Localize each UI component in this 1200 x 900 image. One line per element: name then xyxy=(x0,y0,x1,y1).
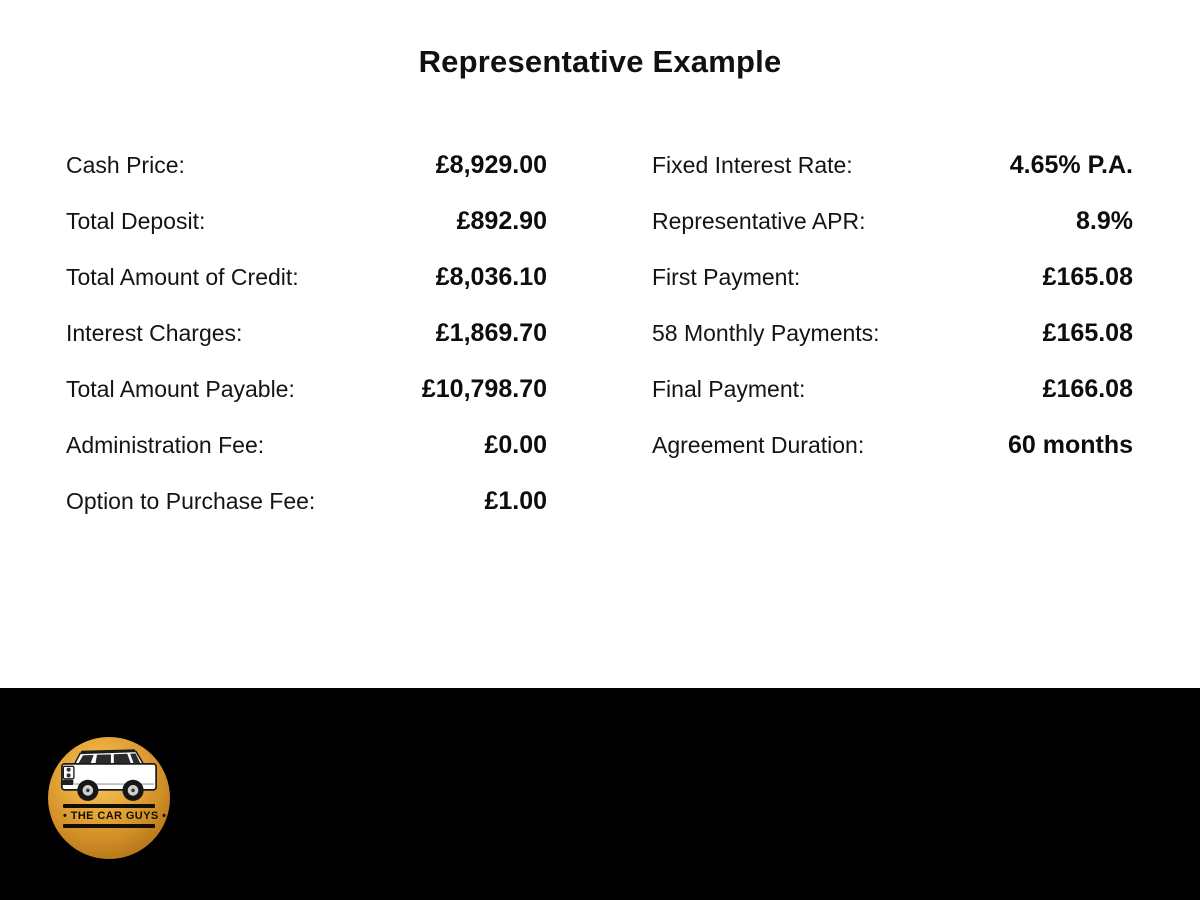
row-value: 8.9% xyxy=(1076,206,1133,235)
logo-text: • THE CAR GUYS • xyxy=(63,809,167,822)
row-label: Total Amount Payable: xyxy=(66,375,295,402)
row-label: Cash Price: xyxy=(66,151,185,178)
row-label: Administration Fee: xyxy=(66,431,265,458)
table-row xyxy=(652,249,1133,305)
finance-table-right xyxy=(652,137,1133,529)
table-row xyxy=(66,473,547,529)
table-row xyxy=(652,417,1133,473)
row-value: £10,798.70 xyxy=(421,374,547,403)
table-row xyxy=(652,361,1133,417)
the-car-guys-logo xyxy=(48,737,170,859)
page-title: Representative Example xyxy=(418,44,782,79)
row-label: Fixed Interest Rate: xyxy=(652,151,853,178)
table-row xyxy=(66,137,547,193)
table-row xyxy=(66,193,547,249)
row-label: Total Deposit: xyxy=(66,207,206,234)
footer xyxy=(0,688,1200,900)
row-value: 60 months xyxy=(1007,430,1133,459)
table-row xyxy=(66,417,547,473)
row-label: Agreement Duration: xyxy=(652,431,865,458)
row-value: £165.08 xyxy=(1042,262,1133,291)
row-label: Representative APR: xyxy=(652,207,866,234)
row-label: Total Amount of Credit: xyxy=(66,263,299,290)
row-value: 4.65% P.A. xyxy=(1009,150,1133,179)
row-label: First Payment: xyxy=(652,263,801,290)
table-row xyxy=(66,305,547,361)
row-value: £892.90 xyxy=(456,206,547,235)
finance-columns xyxy=(66,137,1133,529)
row-label: 58 Monthly Payments: xyxy=(652,319,880,346)
table-row xyxy=(652,193,1133,249)
logo-text-band xyxy=(63,804,167,828)
row-value: £1.00 xyxy=(484,486,547,515)
row-value: £8,929.00 xyxy=(435,150,547,179)
table-row xyxy=(66,249,547,305)
table-row xyxy=(66,361,547,417)
row-value: £0.00 xyxy=(484,430,547,459)
row-label: Option to Purchase Fee: xyxy=(66,487,316,514)
row-value: £1,869.70 xyxy=(435,318,547,347)
row-value: £8,036.10 xyxy=(435,262,547,291)
suv-car-icon xyxy=(59,743,159,805)
row-value: £165.08 xyxy=(1042,318,1133,347)
row-value: £166.08 xyxy=(1042,374,1133,403)
table-row xyxy=(652,137,1133,193)
row-label: Final Payment: xyxy=(652,375,806,402)
row-label: Interest Charges: xyxy=(66,319,243,346)
finance-table-left xyxy=(66,137,547,529)
band-line-bottom xyxy=(63,824,155,828)
table-row xyxy=(652,305,1133,361)
